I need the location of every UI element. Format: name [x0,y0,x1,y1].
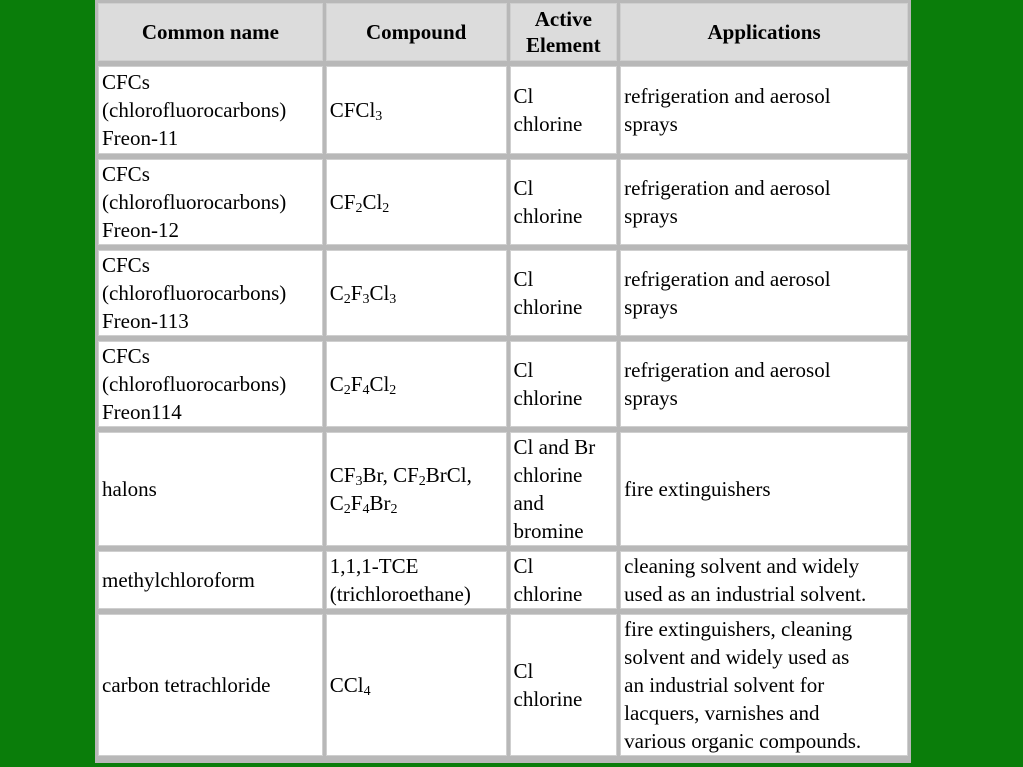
compound-formula-line [330,370,503,398]
formula-text: CFCl [329,98,376,122]
table-row [98,66,908,154]
active-element-line: and [513,491,544,515]
formula-subscript: 2 [389,383,397,398]
active-element-line: chlorine [513,463,583,487]
header-active-element-label: Active Element [526,7,601,57]
compound-formula-line [330,552,503,580]
formula-subscript: 2 [343,502,351,517]
formula-subscript: 2 [343,292,351,307]
common-name-line: methylchloroform [102,568,255,592]
formula-text: F [350,491,363,515]
cell-applications [620,250,908,336]
application-line: sprays [624,112,678,136]
application-line: refrigeration and aerosol [624,358,831,382]
application-line: refrigeration and aerosol [624,267,831,291]
active-element-line: bromine [513,519,584,543]
cell-compound [326,341,507,427]
formula-subscript: 3 [375,109,383,124]
application-line: cleaning solvent and widely [624,554,860,578]
application-line: various organic compounds. [624,729,862,753]
compound-formula-line [330,671,503,699]
common-name-line: CFCs [102,162,150,186]
common-name-line: CFCs [102,70,150,94]
active-element-line: Cl [513,554,534,578]
formula-text: C [329,491,344,515]
compound-formula-line [330,279,503,307]
common-name-line: (chlorofluorocarbons) [102,98,287,122]
cell-applications [620,341,908,427]
formula-text: C [329,281,344,305]
formula-text: (trichloroethane) [329,582,471,606]
cell-active-element [510,341,618,427]
formula-text: Cl [369,281,390,305]
cell-active-element [510,432,618,546]
application-line: used as an industrial solvent. [624,582,867,606]
common-name-line: (chlorofluorocarbons) [102,281,287,305]
cell-applications [620,66,908,154]
formula-subscript: 2 [382,201,390,216]
formula-subscript: 3 [389,292,397,307]
cell-compound [326,432,507,546]
formula-text: CF [329,463,356,487]
active-element-line: Cl and Br [513,435,596,459]
header-common-name: Common name [98,3,323,61]
application-line: sprays [624,295,678,319]
active-element-line: chlorine [513,582,583,606]
active-element-line: Cl [513,358,534,382]
header-row [98,3,908,61]
formula-text: CF [329,190,356,214]
application-line: refrigeration and aerosol [624,84,831,108]
table-body [98,66,908,756]
cell-compound [326,159,507,245]
compound-formula-line [330,489,503,517]
active-element-line: Cl [513,84,534,108]
application-line: solvent and widely used as [624,645,850,669]
cell-compound [326,250,507,336]
active-element-line: chlorine [513,204,583,228]
cell-applications [620,159,908,245]
cell-active-element [510,614,618,756]
common-name-line: Freon-11 [102,126,179,150]
formula-subscript: 4 [363,684,371,699]
common-name-line: CFCs [102,253,150,277]
formula-text: Br, CF [362,463,419,487]
formula-subscript: 2 [343,383,351,398]
application-line: sprays [624,204,678,228]
formula-text: C [329,372,344,396]
active-element-line: chlorine [513,295,583,319]
cell-common-name [98,432,323,546]
common-name-line: halons [102,477,157,501]
cell-applications [620,432,908,546]
ozone-depleting-compounds-table [95,0,911,761]
header-active-element [510,3,618,61]
active-element-line: chlorine [513,386,583,410]
formula-subscript: 2 [418,474,426,489]
formula-subscript: 4 [362,383,370,398]
active-element-line: Cl [513,659,534,683]
compound-formula-line [330,188,503,216]
table-row [98,551,908,609]
formula-subscript: 3 [362,292,370,307]
formula-subscript: 2 [390,502,398,517]
cell-active-element [510,66,618,154]
formula-text: Cl [369,372,390,396]
table-row [98,250,908,336]
formula-text: Br [369,491,391,515]
table-row [98,341,908,427]
active-element-line: chlorine [513,687,583,711]
common-name-line: Freon-113 [102,309,189,333]
cell-active-element [510,551,618,609]
cell-common-name [98,614,323,756]
application-line: lacquers, varnishes and [624,701,820,725]
application-line: an industrial solvent for [624,673,825,697]
formula-text: 1,1,1-TCE [329,554,419,578]
common-name-line: Freon-12 [102,218,179,242]
compound-table-container [95,0,911,763]
compound-formula-line [330,461,503,489]
cell-active-element [510,250,618,336]
header-applications: Applications [620,3,908,61]
active-element-line: chlorine [513,112,583,136]
application-line: fire extinguishers, cleaning [624,617,853,641]
cell-compound [326,66,507,154]
formula-text: BrCl, [425,463,472,487]
application-line: sprays [624,386,678,410]
application-line: refrigeration and aerosol [624,176,831,200]
active-element-line: Cl [513,176,534,200]
cell-applications [620,551,908,609]
active-element-line: Cl [513,267,534,291]
common-name-line: (chlorofluorocarbons) [102,372,287,396]
cell-common-name [98,551,323,609]
header-compound: Compound [326,3,507,61]
table-row [98,432,908,546]
cell-compound [326,551,507,609]
common-name-line: Freon114 [102,400,182,424]
cell-active-element [510,159,618,245]
cell-common-name [98,250,323,336]
formula-text: F [350,281,363,305]
compound-formula-line [330,580,503,608]
cell-common-name [98,66,323,154]
cell-common-name [98,341,323,427]
common-name-line: (chlorofluorocarbons) [102,190,287,214]
application-line: fire extinguishers [624,477,771,501]
cell-applications [620,614,908,756]
formula-text: Cl [362,190,383,214]
common-name-line: carbon tetrachloride [102,673,271,697]
formula-subscript: 2 [355,201,363,216]
table-row [98,614,908,756]
cell-compound [326,614,507,756]
cell-common-name [98,159,323,245]
formula-text: CCl [329,673,364,697]
formula-subscript: 4 [362,502,370,517]
formula-subscript: 3 [355,474,363,489]
common-name-line: CFCs [102,344,150,368]
table-row [98,159,908,245]
formula-text: F [350,372,363,396]
compound-formula-line [330,96,503,124]
